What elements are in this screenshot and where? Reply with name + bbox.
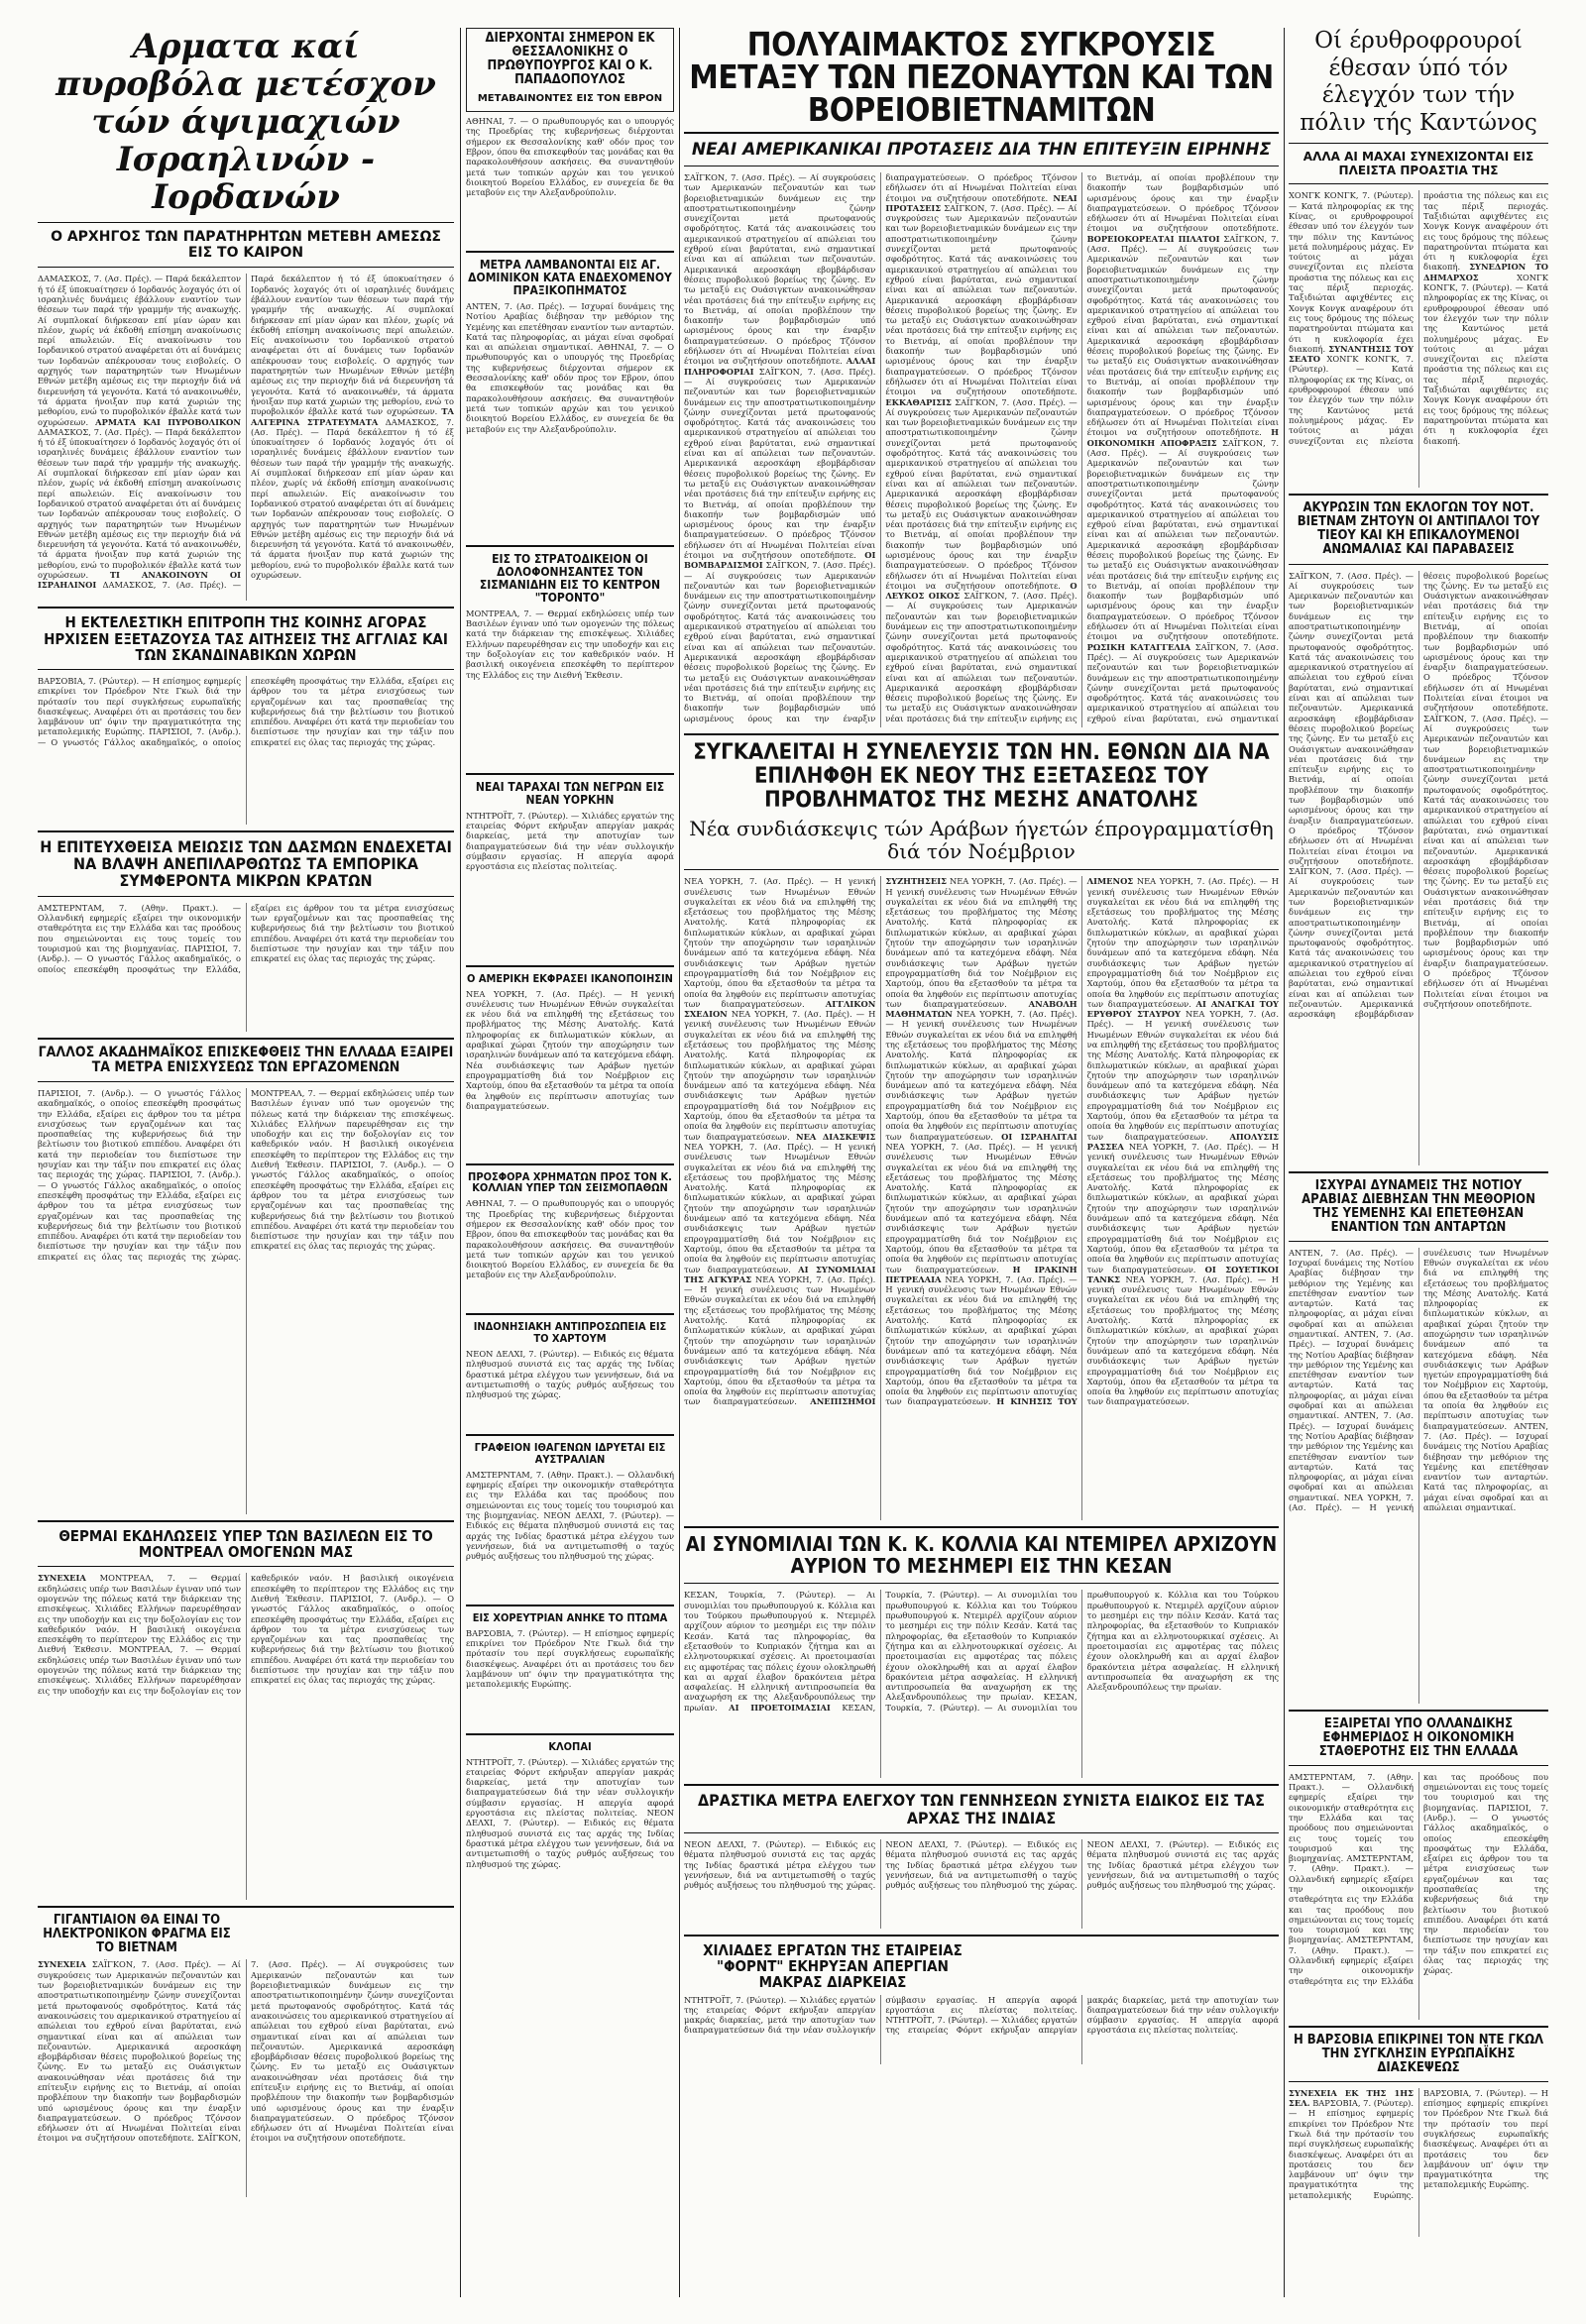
section-heading: ΟΙ ΒΟΜΒΑΡΔΙΣΜΟΙ <box>684 549 876 571</box>
dominican-body: ΑΝΤΕΝ, 7. (Ασ. Πρές). — Ισχυραί δυνάμεις της Νοτίου Αραβίας διέβησαν την μεθόριον της Υεμένης και επετέθησαν εναντίον των ανταρτών. Κατά τας πληροφορίας, αι μάχαι είναι σφοδραί και αι απώλειαι σημαντικαί. ΑΘΗΝΑΙ, 7. — Ο πρωθυπουργός και ο υπουργός της Προεδρίας της κυβερνήσεως διέρχονται σήμερον εκ Θεσσαλονίκης καθ' οδόν προς τον Εβρον, όπου θα επισκεφθούν τας μονάδας και θα παρακολουθήσουν ασκήσεις. Θα συναντηθούν μετά των τοπικών αρχών και του γενικού διοικητού Βορείου Ελλάδος, εν συνεχεία δε θα μεταβούν εις την Αλεξανδρούπολιν. <box>466 300 674 434</box>
section-heading: Η ΚΙΝΗΣΙΣ ΤΟΥ ΛΙΜΕΝΟΣ <box>996 876 1134 1407</box>
section-heading: ΣΥΝΑΝΤΗΣΙΣ ΤΟΥ ΣΕΑΤΟ <box>1289 343 1414 365</box>
klopai-body: ΝΤΗΤΡΟΪΤ, 7. (Ρώυτερ). — Χιλιάδες εργατών της εταιρείας Φόρντ εκήρυξαν απεργίαν μακράς διαρκείας, μετά την αποτυχίαν των διαπραγματεύσεων διά την νέαν συλλογικήν σύμβασιν εργασίας. Η απεργία αφορά εργοστάσια εις πλείστας πολιτείας. ΝΕΟΝ ΔΕΛΧΙ, 7. (Ρώυτερ). — Ειδικός εις θέματα πληθυσμού συνιστά εις τας αρχάς της Ινδίας δραστικά μέτρα ελέγχου των γεννήσεων, διά να αντιμετωπισθή ο ταχύς ρυθμός αυξήσεως του πληθυσμού της χώρας. <box>466 1756 674 1869</box>
tanks-subhead: Ο ΑΡΧΗΓΟΣ ΤΩΝ ΠΑΡΑΤΗΡΗΤΩΝ ΜΕΤΕΒΗ ΑΜΕΣΩΣ ΕΙΣ ΤΟ ΚΑΙΡΟΝ <box>51 229 441 262</box>
french-academic-headline: ΓΑΛΛΟΣ ΑΚΑΔΗΜΑΪΚΟΣ ΕΠΙΣΚΕΦΘΕΙΣ ΤΗΝ ΕΛΛΑΔΑ ΕΞΑΙΡΕΙ ΤΑ ΜΕΤΡΑ ΕΝΙΣΧΥΣΕΩΣ ΤΩΝ ΕΡΓΑΖΟΜΕΝΩΝ <box>38 1044 454 1075</box>
main-subhead: ΝΕΑΙ ΑΜΕΡΙΚΑΝΙΚΑΙ ΠΡΟΤΑΣΕΙΣ ΔΙΑ ΤΗΝ ΕΠΙΤΕΥΞΙΝ ΕΙΡΗΝΗΣ <box>691 140 1272 160</box>
indonesia-headline: ΙΝΔΟΝΗΣΙΑΚΗ ΑΝΤΙΠΡΟΣΩΠΕΙΑ ΕΙΣ ΤΟ ΧΑΡΤΟΥΜ <box>473 1320 667 1346</box>
section-heading: ΟΙ ΙΣΡΑΗΛΙΤΑΙ <box>1001 1131 1077 1142</box>
section-heading: ΑΙ ΠΡΟΕΤΟΙΜΑΣΙΑΙ <box>729 1702 831 1713</box>
indonesia-body: ΝΕΟΝ ΔΕΛΧΙ, 7. (Ρώυτερ). — Ειδικός εις θέματα πληθυσμού συνιστά εις τας αρχάς της Ινδίας δραστικά μέτρα ελέγχου των γεννήσεων, διά να αντιμετωπισθή ο ταχύς ρυθμός αυξήσεως του πληθυσμού της χώρας. <box>466 1349 674 1400</box>
montreal-body: ΣΥΝΕΧΕΙΑ ΜΟΝΤΡΕΑΛ, 7. — Θερμαί εκδηλώσεις υπέρ των Βασιλέων έγιναν υπό των ομογενών της πόλεως κατά την διάρκειαν της επισκέψεως. Χιλιάδες Ελλήνων παρευρέθησαν εις την υποδοχήν και εις την δοξολογίαν εις τον καθεδρικόν ναόν. Η βασιλική οικογένεια επεσκέφθη το περίπτερον της Ελλάδος εις την Διεθνή Έκθεσιν. ΜΟΝΤΡΕΑΛ, 7. — Θερμαί εκδηλώσεις υπέρ των Βασιλέων έγιναν υπό των ομογενών της πόλεως κατά την διάρκειαν της επισκέψεως. Χιλιάδες Ελλήνων παρευρέθησαν εις την υποδοχήν και εις την δοξολογίαν εις τον καθεδρικόν ναόν. Η βασιλική οικογένεια επεσκέφθη το περίπτερον της Ελλάδος εις την Διεθνή Έκθεσιν. ΠΑΡΙΣΙΟΙ, 7. (Ανδρ.). — Ο γνωστός Γάλλος ακαδημαϊκός, ο οποίος επεσκέφθη προσφάτως την Ελλάδα, εξαίρει εις άρθρον του τα μέτρα ενισχύσεως των εργαζομένων και τας προσπαθείας της κυβερνήσεως διά την βελτίωσιν του βιοτικού επιπέδου. Αναφέρει ότι κατά την περιοδείαν του διεπίστωσε την ησυχίαν και την τάξιν που επικρατεί εις όλας τας περιοχάς της χώρας. <box>38 1573 454 1696</box>
toronto-body: ΜΟΝΤΡΕΑΛ, 7. — Θερμαί εκδηλώσεις υπέρ των Βασιλέων έγιναν υπό των ομογενών της πόλεως κατά την διάρκειαν της επισκέψεως. Χιλιάδες Ελλήνων παρευρέθησαν εις την υποδοχήν και εις την δοξολογίαν εις τον καθεδρικόν ναόν. Η βασιλική οικογένεια επεσκέφθη το περίπτερον της Ελλάδος εις την Διεθνή Έκθεσιν. <box>466 608 674 680</box>
thessaloniki-sub: ΜΕΤΑΒΑΙΝΟΝΤΕΣ ΕΙΣ ΤΟΝ ΕΒΡΟΝ <box>477 93 663 105</box>
vietnam-barrier-headline: ΓΙΓΑΝΤΙΑΙΟΝ ΘΑ ΕΙΝΑΙ ΤΟ ΗΛΕΚΤΡΟΝΙΚΟΝ ΦΡΑΓΜΑ ΕΙΣ ΤΟ ΒΙΕΤΝΑΜ <box>43 1913 231 1956</box>
section-heading: ΑΙ ΣΥΝΟΜΙΛΙΑΙ ΤΗΣ ΑΓΚΥΡΑΣ <box>684 1264 876 1284</box>
tariffs-body: ΑΜΣΤΕΡΝΤΑΜ, 7. (Αθην. Πρακτ.). — Ολλανδική εφημερίς εξαίρει την οικονομικήν σταθερότητα εις την Ελλάδα και τας προόδους που σημειώνονται εις τους τομείς του τουρισμού και της βιομηχανίας. ΠΑΡΙΣΙΟΙ, 7. (Ανδρ.). — Ο γνωστός Γάλλος ακαδημαϊκός, ο οποίος επεσκέφθη προσφάτως την Ελλάδα, εξαίρει εις άρθρον του τα μέτρα ενισχύσεως των εργαζομένων και τας προσπαθείας της κυβερνήσεως διά την βελτίωσιν του βιοτικού επιπέδου. Αναφέρει ότι κατά την περιοδείαν του διεπίστωσε την ησυχίαν και την τάξιν που επικρατεί εις όλας τας περιοχάς της χώρας. <box>38 902 454 974</box>
newspaper-page <box>38 25 1548 2297</box>
section-heading: ΤΙ ΑΝΑΚΟΙΝΟΥΝ ΟΙ ΙΣΡΑΗΛΙΝΟΙ <box>38 570 241 591</box>
tariffs-headline: Η ΕΠΙΤΕΥΧΘΕΙΣΑ ΜΕΙΩΣΙΣ ΤΩΝ ΔΑΣΜΩΝ ΕΝΔΕΧΕΤΑΙ ΝΑ ΒΛΑΨΗ ΑΝΕΠΙΛΑΡΘΩΤΩΣ ΤΑ ΕΜΠΟΡΙΚΑ ΣΥΜΦΕΡΟΝΤΑ ΜΙΚΡΩΝ ΚΡΑΤΩΝ <box>40 836 452 891</box>
warsaw-headline: Η ΒΑΡΣΟΒΙΑ ΕΠΙΚΡΙΝΕΙ ΤΟΝ ΝΤΕ ΓΚΩΛ ΤΗΝ ΣΥΓΚΛΗΣΙΝ ΕΥΡΩΠΑΪΚΗΣ ΔΙΑΣΚΕΨΕΩΣ <box>1293 2032 1544 2075</box>
canton-subhead: ΑΛΛΑ ΑΙ ΜΑΧΑΙ ΣΥΝΕΧΙΖΟΝΤΑΙ ΕΙΣ ΠΛΕΙΣΤΑ ΠΡΟΑΣΤΙΑ ΤΗΣ <box>1303 150 1534 178</box>
choreftrian-headline: ΕΙΣ ΧΟΡΕΥΤΡΙΑΝ ΑΝΗΚΕ ΤΟ ΠΤΩΜΑ <box>472 1610 668 1624</box>
section-heading: ΑΛΛΑΙ ΠΛΗΡΟΦΟΡΙΑΙ <box>684 356 876 377</box>
ford-headline: ΧΙΛΙΑΔΕΣ ΕΡΓΑΤΩΝ ΤΗΣ ΕΤΑΙΡΕΙΑΣ "ΦΟΡΝΤ" ΕΚΗΡΥΞΑΝ ΑΠΕΡΓΙΑΝ ΜΑΚΡΑΣ ΔΙΑΡΚΕΙΑΣ <box>703 1940 963 1992</box>
warsaw-body: ΣΥΝΕΧΕΙΑ ΕΚ ΤΗΣ 1ΗΣ ΣΕΛ. ΒΑΡΣΟΒΙΑ, 7. (Ρώυτερ). — Η επίσημος εφημερίς επικρίνει τον Πρόεδρον Ντε Γκωλ διά την πρότασίν του περί συγκλήσεως ευρωπαϊκής διασκέψεως. Αναφέρει ότι αι προτάσεις του δεν λαμβάνουν υπ' όψιν την πραγματικότητα της μεταπολεμικής Ευρώπης. ΒΑΡΣΟΒΙΑ, 7. (Ρώυτερ). — Η επίσημος εφημερίς επικρίνει τον Πρόεδρον Ντε Γκωλ διά την πρότασίν του περί συγκλήσεως ευρωπαϊκής διασκέψεως. Αναφέρει ότι αι προτάσεις του δεν λαμβάνουν υπ' όψιν την πραγματικότητα της μεταπολεμικής Ευρώπης. <box>1289 2087 1548 2200</box>
un-subhead: Νέα συνδιάσκεψις τών Αράβων ήγετών έπρογραμματίσθη διά τόν Νοέμβριον <box>689 817 1274 864</box>
section-heading: ΡΩΣΙΚΗ ΚΑΤΑΓΓΕΛΙΑ <box>1086 641 1191 652</box>
canton-body: ΧΟΝΓΚ ΚΟΝΓΚ, 7. (Ρώυτερ). — Κατά πληροφορίας εκ της Κίνας, οι ερυθροφρουροί έθεσαν υπό τον έλεγχόν των την πόλιν της Καντώνος μετά πολυημέρους μάχας. Εν τούτοις αι μάχαι συνεχίζονται εις πλείστα προάστια της πόλεως και εις τας πέριξ περιοχάς. Ταξιδιώται αφιχθέντες εις Χονγκ Κονγκ αναφέρουν ότι εις τους δρόμους της πόλεως παρατηρούνται πτώματα και ότι η κυκλοφορία έχει διακοπή. ΣΥΝΑΝΤΗΣΙΣ ΤΟΥ ΣΕΑΤΟ ΧΟΝΓΚ ΚΟΝΓΚ, 7. (Ρώυτερ). — Κατά πληροφορίας εκ της Κίνας, οι ερυθροφρουροί έθεσαν υπό τον έλεγχόν των την πόλιν της Καντώνος μετά πολυημέρους μάχας. Εν τούτοις αι μάχαι συνεχίζονται εις πλείστα προάστια της πόλεως και εις τας πέριξ περιοχάς. Ταξιδιώται αφιχθέντες εις Χονγκ Κονγκ αναφέρουν ότι εις τους δρόμους της πόλεως παρατηρούνται πτώματα και ότι η κυκλοφορία έχει διακοπή. ΣΥΝΕΔΡΙΟΝ ΤΟ ΔΗΜΑΡΧΟΣ ΧΟΝΓΚ ΚΟΝΓΚ, 7. (Ρώυτερ). — Κατά πληροφορίας εκ της Κίνας, οι ερυθροφρουροί έθεσαν υπό τον έλεγχόν των την πόλιν της Καντώνος μετά πολυημέρους μάχας. Εν τούτοις αι μάχαι συνεχίζονται εις πλείστα προάστια της πόλεως και εις τας πέριξ περιοχάς. Ταξιδιώται αφιχθέντες εις Χονγκ Κονγκ αναφέρουν ότι εις τους δρόμους της πόλεως παρατηρούνται πτώματα και ότι η κυκλοφορία έχει διακοπή. <box>1289 190 1548 446</box>
section-heading: ΟΙ ΣΟΥΕΤΙΚΟΙ ΤΑΝΚΣ <box>1086 1264 1279 1284</box>
column-rule <box>460 28 461 2297</box>
column-right <box>1289 28 1548 2237</box>
choreftrian-body: ΒΑΡΣΟΒΙΑ, 7. (Ρώυτερ). — Η επίσημος εφημερίς επικρίνει τον Πρόεδρον Ντε Γκωλ διά την πρότασίν του περί συγκλήσεως ευρωπαϊκής διασκέψεως. Αναφέρει ότι αι προτάσεις του δεν λαμβάνουν υπ' όψιν την πραγματικότητα της μεταπολεμικής Ευρώπης. <box>466 1627 674 1690</box>
main-headline: ΠΟΛΥΑΙΜΑΚΤΟΣ ΣΥΓΚΡΟΥΣΙΣ ΜΕΤΑΞΥ ΤΩΝ ΠΕΖΟΝΑΥΤΩΝ ΚΑΙ ΤΩΝ ΒΟΡΕΙΟΒΙΕΤΝΑΜΙΤΩΝ <box>689 25 1274 129</box>
tanks-headline: Αρματα καί πυροβόλα μετέσχον τών άψιμαχιών Ισραηλινών - Ιορδανών <box>56 27 436 218</box>
section-heading: ΑΙ ΑΝΑΓΚΑΙ ΤΟΥ ΕΡΥΘΡΟΥ ΣΤΑΥΡΟΥ <box>1086 998 1279 1020</box>
french-academic-body: ΠΑΡΙΣΙΟΙ, 7. (Ανδρ.). — Ο γνωστός Γάλλος ακαδημαϊκός, ο οποίος επεσκέφθη προσφάτως την Ελλάδα, εξαίρει εις άρθρον του τα μέτρα ενισχύσεως των εργαζομένων και τας προσπαθείας της κυβερνήσεως διά την βελτίωσιν του βιοτικού επιπέδου. Αναφέρει ότι κατά την περιοδείαν του διεπίστωσε την ησυχίαν και την τάξιν που επικρατεί εις όλας τας περιοχάς της χώρας. ΠΑΡΙΣΙΟΙ, 7. (Ανδρ.). — Ο γνωστός Γάλλος ακαδημαϊκός, ο οποίος επεσκέφθη προσφάτως την Ελλάδα, εξαίρει εις άρθρον του τα μέτρα ενισχύσεως των εργαζομένων και τας προσπαθείας της κυβερνήσεως διά την βελτίωσιν του βιοτικού επιπέδου. Αναφέρει ότι κατά την περιοδείαν του διεπίστωσε την ησυχίαν και την τάξιν που επικρατεί εις όλας τας περιοχάς της χώρας. ΜΟΝΤΡΕΑΛ, 7. — Θερμαί εκδηλώσεις υπέρ των Βασιλέων έγιναν υπό των ομογενών της πόλεως κατά την διάρκειαν της επισκέψεως. Χιλιάδες Ελλήνων παρευρέθησαν εις την υποδοχήν και εις την δοξολογίαν εις τον καθεδρικόν ναόν. Η βασιλική οικογένεια επεσκέφθη το περίπτερον της Ελλάδος εις την Διεθνή Έκθεσιν. ΠΑΡΙΣΙΟΙ, 7. (Ανδρ.). — Ο γνωστός Γάλλος ακαδημαϊκός, ο οποίος επεσκέφθη προσφάτως την Ελλάδα, εξαίρει εις άρθρον του τα μέτρα ενισχύσεως των εργαζομένων και τας προσπαθείας της κυβερνήσεως διά την βελτίωσιν του βιοτικού επιπέδου. Αναφέρει ότι κατά την περιοδείαν του διεπίστωσε την ησυχίαν και την τάξιν που επικρατεί εις όλας τας περιοχάς της χώρας. <box>38 1087 454 1262</box>
vietnam-elections-headline: ΑΚΥΡΩΣΙΝ ΤΩΝ ΕΚΛΟΓΩΝ ΤΟΥ ΝΟΤ. ΒΙΕΤΝΑΜ ΖΗΤΟΥΝ ΟΙ ΑΝΤΙΠΑΛΟΙ ΤΟΥ ΤΙΕΟΥ ΚΑΙ ΚΗ ΕΠΙΚΑΛΟΥΜΕΝΟΙ ΑΝΩΜΑΛΙΑΣ ΚΑΙ ΠΑΡΑΒΑΣΕΙΣ <box>1297 500 1540 558</box>
dutch-body: ΑΜΣΤΕΡΝΤΑΜ, 7. (Αθην. Πρακτ.). — Ολλανδική εφημερίς εξαίρει την οικονομικήν σταθερότητα εις την Ελλάδα και τας προόδους που σημειώνονται εις τους τομείς του τουρισμού και της βιομηχανίας. ΑΜΣΤΕΡΝΤΑΜ, 7. (Αθην. Πρακτ.). — Ολλανδική εφημερίς εξαίρει την οικονομικήν σταθερότητα εις την Ελλάδα και τας προόδους που σημειώνονται εις τους τομείς του τουρισμού και της βιομηχανίας. ΑΜΣΤΕΡΝΤΑΜ, 7. (Αθην. Πρακτ.). — Ολλανδική εφημερίς εξαίρει την οικονομικήν σταθερότητα εις την Ελλάδα και τας προόδους που σημειώνονται εις τους τομείς του τουρισμού και της βιομηχανίας. ΠΑΡΙΣΙΟΙ, 7. (Ανδρ.). — Ο γνωστός Γάλλος ακαδημαϊκός, ο οποίος επεσκέφθη προσφάτως την Ελλάδα, εξαίρει εις άρθρον του τα μέτρα ενισχύσεως των εργαζομένων και τας προσπαθείας της κυβερνήσεως διά την βελτίωσιν του βιοτικού επιπέδου. Αναφέρει ότι κατά την περιοδείαν του διεπίστωσε την ησυχίαν και την τάξιν που επικρατεί εις όλας τας περιοχάς της χώρας. <box>1289 1771 1548 1986</box>
main-body: ΣΑΪΓΚΟΝ, 7. (Ασσ. Πρές). — Αί συγκρούσεις των Αμερικανών πεζοναυτών και των βορειοβιετναμικών δυνάμεων εις την αποστρατιωτικοποιημένην ζώνην συνεχίζονται μετά πρωτοφανούς σφοδρότητος. Κατά τάς ανακοινώσεις του αμερικανικού στρατηγείου αί απώλειαι του εχθρού είναι βαρύταται, ενώ σημαντικαί είναι και αί απώλειαι των πεζοναυτών. Αμερικανικά αεροσκάφη εβομβάρδισαν θέσεις πυροβολικού βορείως της ζώνης. Εν τω μεταξύ εις Ουάσιγκτων ανακοινώθησαν νέαι προτάσεις διά την επίτευξιν ειρήνης εις το Βιετνάμ, αί οποίαι προβλέπουν την διακοπήν των βομβαρδισμών υπό ωρισμένους όρους και την έναρξιν διαπραγματεύσεων. Ο πρόεδρος Τζόνσον εδήλωσεν ότι αί Ηνωμέναι Πολιτείαι είναι έτοιμοι να συζητήσουν οποτεδήποτε. ΑΛΛΑΙ ΠΛΗΡΟΦΟΡΙΑΙ ΣΑΪΓΚΟΝ, 7. (Ασσ. Πρές). — Αί συγκρούσεις των Αμερικανών πεζοναυτών και των βορειοβιετναμικών δυνάμεων εις την αποστρατιωτικοποιημένην ζώνην συνεχίζονται μετά πρωτοφανούς σφοδρότητος. Κατά τάς ανακοινώσεις του αμερικανικού στρατηγείου αί απώλειαι του εχθρού είναι βαρύταται, ενώ σημαντικαί είναι και αί απώλειαι των πεζοναυτών. Αμερικανικά αεροσκάφη εβομβάρδισαν θέσεις πυροβολικού βορείως της ζώνης. Εν τω μεταξύ εις Ουάσιγκτων ανακοινώθησαν νέαι προτάσεις διά την επίτευξιν ειρήνης εις το Βιετνάμ, αί οποίαι προβλέπουν την διακοπήν των βομβαρδισμών υπό ωρισμένους όρους και την έναρξιν διαπραγματεύσεων. Ο πρόεδρος Τζόνσον εδήλωσεν ότι αί Ηνωμέναι Πολιτείαι είναι έτοιμοι να συζητήσουν οποτεδήποτε. ΟΙ ΒΟΜΒΑΡΔΙΣΜΟΙ ΣΑΪΓΚΟΝ, 7. (Ασσ. Πρές). — Αί συγκρούσεις των Αμερικανών πεζοναυτών και των βορειοβιετναμικών δυνάμεων εις την αποστρατιωτικοποιημένην ζώνην συνεχίζονται μετά πρωτοφανούς σφοδρότητος. Κατά τάς ανακοινώσεις του αμερικανικού στρατηγείου αί απώλειαι του εχθρού είναι βαρύταται, ενώ σημαντικαί είναι και αί απώλειαι των πεζοναυτών. Αμερικανικά αεροσκάφη εβομβάρδισαν θέσεις πυροβολικού βορείως της ζώνης. Εν τω μεταξύ εις Ουάσιγκτων ανακοινώθησαν νέαι προτάσεις διά την επίτευξιν ειρήνης εις το Βιετνάμ, αί οποίαι προβλέπουν την διακοπήν των βομβαρδισμών υπό ωρισμένους όρους και την έναρξιν διαπραγματεύσεων. Ο πρόεδρος Τζόνσον εδήλωσεν ότι αί Ηνωμέναι Πολιτείαι είναι έτοιμοι να συζητήσουν οποτεδήποτε. ΝΕΑΙ ΠΡΟΤΑΣΕΙΣ ΣΑΪΓΚΟΝ, 7. (Ασσ. Πρές). — Αί συγκρούσεις των Αμερικανών πεζοναυτών και των βορειοβιετναμικών δυνάμεων εις την αποστρατιωτικοποιημένην ζώνην συνεχίζονται μετά πρωτοφανούς σφοδρότητος. Κατά τάς ανακοινώσεις του αμερικανικού στρατηγείου αί απώλειαι του εχθρού είναι βαρύταται, ενώ σημαντικαί είναι και αί απώλειαι των πεζοναυτών. Αμερικανικά αεροσκάφη εβομβάρδισαν θέσεις πυροβολικού βορείως της ζώνης. Εν τω μεταξύ εις Ουάσιγκτων ανακοινώθησαν νέαι προτάσεις διά την επίτευξιν ειρήνης εις το Βιετνάμ, αί οποίαι προβλέπουν την διακοπήν των βομβαρδισμών υπό ωρισμένους όρους και την έναρξιν διαπραγματεύσεων. Ο πρόεδρος Τζόνσον εδήλωσεν ότι αί Ηνωμέναι Πολιτείαι είναι έτοιμοι να συζητήσουν οποτεδήποτε. ΕΚΚΑΘΑΡΙΣΙΣ ΣΑΪΓΚΟΝ, 7. (Ασσ. Πρές). — Αί συγκρούσεις των Αμερικανών πεζοναυτών και των βορειοβιετναμικών δυνάμεων εις την αποστρατιωτικοποιημένην ζώνην συνεχίζονται μετά πρωτοφανούς σφοδρότητος. Κατά τάς ανακοινώσεις του αμερικανικού στρατηγείου αί απώλειαι του εχθρού είναι βαρύταται, ενώ σημαντικαί είναι και αί απώλειαι των πεζοναυτών. Αμερικανικά αεροσκάφη εβομβάρδισαν θέσεις πυροβολικού βορείως της ζώνης. Εν τω μεταξύ εις Ουάσιγκτων ανακοινώθησαν νέαι προτάσεις διά την επίτευξιν ειρήνης εις το Βιετνάμ, αί οποίαι προβλέπουν την διακοπήν των βομβαρδισμών υπό ωρισμένους όρους και την έναρξιν διαπραγματεύσεων. Ο πρόεδρος Τζόνσον εδήλωσεν ότι αί Ηνωμέναι Πολιτείαι είναι έτοιμοι να συζητήσουν οποτεδήποτε. Ο ΛΕΥΚΟΣ ΟΙΚΟΣ ΣΑΪΓΚΟΝ, 7. (Ασσ. Πρές). — Αί συγκρούσεις των Αμερικανών πεζοναυτών και των βορειοβιετναμικών δυνάμεων εις την αποστρατιωτικοποιημένην ζώνην συνεχίζονται μετά πρωτοφανούς σφοδρότητος. Κατά τάς ανακοινώσεις του αμερικανικού στρατηγείου αί απώλειαι του εχθρού είναι βαρύταται, ενώ σημαντικαί είναι και αί απώλειαι των πεζοναυτών. Αμερικανικά αεροσκάφη εβομβάρδισαν θέσεις πυροβολικού βορείως της ζώνης. Εν τω μεταξύ εις Ουάσιγκτων ανακοινώθησαν νέαι προτάσεις διά την επίτευξιν ειρήνης εις το Βιετνάμ, αί οποίαι προβλέπουν την διακοπήν των βομβαρδισμών υπό ωρισμένους όρους και την έναρξιν διαπραγματεύσεων. Ο πρόεδρος Τζόνσον εδήλωσεν ότι αί Ηνωμέναι Πολιτείαι είναι έτοιμοι να συζητήσουν οποτεδήποτε. ΒΟΡΕΙΟΚΟΡΕΑΤΑΙ ΠΙΛΑΤΟΙ ΣΑΪΓΚΟΝ, 7. (Ασσ. Πρές). — Αί συγκρούσεις των Αμερικανών πεζοναυτών και των βορειοβιετναμικών δυνάμεων εις την αποστρατιωτικοποιημένην ζώνην συνεχίζονται μετά πρωτοφανούς σφοδρότητος. Κατά τάς ανακοινώσεις του αμερικανικού στρατηγείου αί απώλειαι του εχθρού είναι βαρύταται, ενώ σημαντικαί είναι και αί απώλειαι των πεζοναυτών. Αμερικανικά αεροσκάφη εβομβάρδισαν θέσεις πυροβολικού βορείως της ζώνης. Εν τω μεταξύ εις Ουάσιγκτων ανακοινώθησαν νέαι προτάσεις διά την επίτευξιν ειρήνης εις το Βιετνάμ, αί οποίαι προβλέπουν την διακοπήν των βομβαρδισμών υπό ωρισμένους όρους και την έναρξιν διαπραγματεύσεων. Ο πρόεδρος Τζόνσον εδήλωσεν ότι αί Ηνωμέναι Πολιτείαι είναι έτοιμοι να συζητήσουν οποτεδήποτε. Η ΟΙΚΟΝΟΜΙΚΗ ΑΠΟΦΡΑΞΙΣ ΣΑΪΓΚΟΝ, 7. (Ασσ. Πρές). — Αί συγκρούσεις των Αμερικανών πεζοναυτών και των βορειοβιετναμικών δυνάμεων εις την αποστρατιωτικοποιημένην ζώνην συνεχίζονται μετά πρωτοφανούς σφοδρότητος. Κατά τάς ανακοινώσεις του αμερικανικού στρατηγείου αί απώλειαι του εχθρού είναι βαρύταται, ενώ σημαντικαί είναι και αί απώλειαι των πεζοναυτών. Αμερικανικά αεροσκάφη εβομβάρδισαν θέσεις πυροβολικού βορείως της ζώνης. Εν τω μεταξύ εις Ουάσιγκτων ανακοινώθησαν νέαι προτάσεις διά την επίτευξιν ειρήνης εις το Βιετνάμ, αί οποίαι προβλέπουν την διακοπήν των βομβαρδισμών υπό ωρισμένους όρους και την έναρξιν διαπραγματεύσεων. Ο πρόεδρος Τζόνσον εδήλωσεν ότι αί Ηνωμέναι Πολιτείαι είναι έτοιμοι να συζητήσουν οποτεδήποτε. ΡΩΣΙΚΗ ΚΑΤΑΓΓΕΛΙΑ ΣΑΪΓΚΟΝ, 7. (Ασσ. Πρές). — Αί συγκρούσεις των Αμερικανών πεζοναυτών και των βορειοβιετναμικών δυνάμεων εις την αποστρατιωτικοποιημένην ζώνην συνεχίζονται μετά πρωτοφανούς σφοδρότητος. Κατά τάς ανακοινώσεις του αμερικανικού στρατηγείου αί απώλειαι του εχθρού είναι βαρύταται, ενώ σημαντικαί <box>684 172 1279 723</box>
section-heading: Η ΙΡΑΚΙΝΗ ΠΕΤΡΕΛΑΙΑ <box>885 1264 1077 1284</box>
section-heading: ΑΝΕΠΙΣΗΜΟΙ ΣΥΖΗΤΗΣΕΙΣ <box>810 876 947 1407</box>
section-heading: ΝΕΑΙ ΠΡΟΤΑΣΕΙΣ <box>885 192 1077 213</box>
section-heading: ΑΡΜΑΤΑ ΚΑΙ ΠΥΡΟΒΟΛΙΚΟΝ <box>95 416 241 427</box>
column-narrow <box>466 28 674 1955</box>
eec-body: ΒΑΡΣΟΒΙΑ, 7. (Ρώυτερ). — Η επίσημος εφημερίς επικρίνει τον Πρόεδρον Ντε Γκωλ διά την πρότασίν του περί συγκλήσεως ευρωπαϊκής διασκέψεως. Αναφέρει ότι αι προτάσεις του δεν λαμβάνουν υπ' όψιν την πραγματικότητα της μεταπολεμικής Ευρώπης. ΠΑΡΙΣΙΟΙ, 7. (Ανδρ.). — Ο γνωστός Γάλλος ακαδημαϊκός, ο οποίος επεσκέφθη προσφάτως την Ελλάδα, εξαίρει εις άρθρον του τα μέτρα ενισχύσεως των εργαζομένων και τας προσπαθείας της κυβερνήσεως διά την βελτίωσιν του βιοτικού επιπέδου. Αναφέρει ότι κατά την περιοδείαν του διεπίστωσε την ησυχίαν και την τάξιν που επικρατεί εις όλας τας περιοχάς της χώρας. <box>38 675 454 747</box>
section-heading: ΣΥΝΕΔΡΙΟΝ ΤΟ ΔΗΜΑΡΧΟΣ <box>1423 262 1548 282</box>
kollias-headline: ΑΙ ΣΥΝΟΜΙΛΙΑΙ ΤΩΝ Κ. Κ. ΚΟΛΛΙΑ ΚΑΙ ΝΤΕΜΙΡΕΛ ΑΡΧΙΖΟΥΝ ΑΥΡΙΟΝ ΤΟ ΜΕΣΗΜΕΡΙ ΕΙΣ ΤΗΝ ΚΕΣΑΝ <box>685 1532 1278 1578</box>
un-body: ΝΕΑ ΥΟΡΚΗ, 7. (Ασ. Πρές). — Η γενική συνέλευσις των Ηνωμένων Εθνών συγκαλείται εκ νέου διά να επιληφθή της εξετάσεως του προβλήματος της Μέσης Ανατολής. Κατά πληροφορίας εκ διπλωματικών κύκλων, αι αραβικαί χώραι ζητούν την αποχώρησιν των ισραηλινών δυνάμεων από τα κατεχόμενα εδάφη. Νέα συνδιάσκεψις των Αράβων ηγετών επρογραμματίσθη διά τον Νοέμβριον εις Χαρτούμ, όπου θα εξετασθούν τα μέτρα τα οποία θα ληφθούν εις περίπτωσιν αποτυχίας των διαπραγματεύσεων. ΑΓΓΛΙΚΟΝ ΣΧΕΔΙΟΝ ΝΕΑ ΥΟΡΚΗ, 7. (Ασ. Πρές). — Η γενική συνέλευσις των Ηνωμένων Εθνών συγκαλείται εκ νέου διά να επιληφθή της εξετάσεως του προβλήματος της Μέσης Ανατολής. Κατά πληροφορίας εκ διπλωματικών κύκλων, αι αραβικαί χώραι ζητούν την αποχώρησιν των ισραηλινών δυνάμεων από τα κατεχόμενα εδάφη. Νέα συνδιάσκεψις των Αράβων ηγετών επρογραμματίσθη διά τον Νοέμβριον εις Χαρτούμ, όπου θα εξετασθούν τα μέτρα τα οποία θα ληφθούν εις περίπτωσιν αποτυχίας των διαπραγματεύσεων. ΝΕΑ ΔΙΑΣΚΕΨΙΣ ΝΕΑ ΥΟΡΚΗ, 7. (Ασ. Πρές). — Η γενική συνέλευσις των Ηνωμένων Εθνών συγκαλείται εκ νέου διά να επιληφθή της εξετάσεως του προβλήματος της Μέσης Ανατολής. Κατά πληροφορίας εκ διπλωματικών κύκλων, αι αραβικαί χώραι ζητούν την αποχώρησιν των ισραηλινών δυνάμεων από τα κατεχόμενα εδάφη. Νέα συνδιάσκεψις των Αράβων ηγετών επρογραμματίσθη διά τον Νοέμβριον εις Χαρτούμ, όπου θα εξετασθούν τα μέτρα τα οποία θα ληφθούν εις περίπτωσιν αποτυχίας των διαπραγματεύσεων. ΑΙ ΣΥΝΟΜΙΛΙΑΙ ΤΗΣ ΑΓΚΥΡΑΣ ΝΕΑ ΥΟΡΚΗ, 7. (Ασ. Πρές). — Η γενική συνέλευσις των Ηνωμένων Εθνών συγκαλείται εκ νέου διά να επιληφθή της εξετάσεως του προβλήματος της Μέσης Ανατολής. Κατά πληροφορίας εκ διπλωματικών κύκλων, αι αραβικαί χώραι ζητούν την αποχώρησιν των ισραηλινών δυνάμεων από τα κατεχόμενα εδάφη. Νέα συνδιάσκεψις των Αράβων ηγετών επρογραμματίσθη διά τον Νοέμβριον εις Χαρτούμ, όπου θα εξετασθούν τα μέτρα τα οποία θα ληφθούν εις περίπτωσιν αποτυχίας των διαπραγματεύσεων. ΑΝΕΠΙΣΗΜΟΙ ΣΥΖΗΤΗΣΕΙΣ ΝΕΑ ΥΟΡΚΗ, 7. (Ασ. Πρές). — Η γενική συνέλευσις των Ηνωμένων Εθνών συγκαλείται εκ νέου διά να επιληφθή της εξετάσεως του προβλήματος της Μέσης Ανατολής. Κατά πληροφορίας εκ διπλωματικών κύκλων, αι αραβικαί χώραι ζητούν την αποχώρησιν των ισραηλινών δυνάμεων από τα κατεχόμενα εδάφη. Νέα συνδιάσκεψις των Αράβων ηγετών επρογραμματίσθη διά τον Νοέμβριον εις Χαρτούμ, όπου θα εξετασθούν τα μέτρα τα οποία θα ληφθούν εις περίπτωσιν αποτυχίας των διαπραγματεύσεων. ΑΝΑΒΟΛΗ ΜΑΘΗΜΑΤΩΝ ΝΕΑ ΥΟΡΚΗ, 7. (Ασ. Πρές). — Η γενική συνέλευσις των Ηνωμένων Εθνών συγκαλείται εκ νέου διά να επιληφθή της εξετάσεως του προβλήματος της Μέσης Ανατολής. Κατά πληροφορίας εκ διπλωματικών κύκλων, αι αραβικαί χώραι ζητούν την αποχώρησιν των ισραηλινών δυνάμεων από τα κατεχόμενα εδάφη. Νέα συνδιάσκεψις των Αράβων ηγετών επρογραμματίσθη διά τον Νοέμβριον εις Χαρτούμ, όπου θα εξετασθούν τα μέτρα τα οποία θα ληφθούν εις περίπτωσιν αποτυχίας των διαπραγματεύσεων. ΟΙ ΙΣΡΑΗΛΙΤΑΙ ΝΕΑ ΥΟΡΚΗ, 7. (Ασ. Πρές). — Η γενική συνέλευσις των Ηνωμένων Εθνών συγκαλείται εκ νέου διά να επιληφθή της εξετάσεως του προβλήματος της Μέσης Ανατολής. Κατά πληροφορίας εκ διπλωματικών κύκλων, αι αραβικαί χώραι ζητούν την αποχώρησιν των ισραηλινών δυνάμεων από τα κατεχόμενα εδάφη. Νέα συνδιάσκεψις των Αράβων ηγετών επρογραμματίσθη διά τον Νοέμβριον εις Χαρτούμ, όπου θα εξετασθούν τα μέτρα τα οποία θα ληφθούν εις περίπτωσιν αποτυχίας των διαπραγματεύσεων. Η ΙΡΑΚΙΝΗ ΠΕΤΡΕΛΑΙΑ ΝΕΑ ΥΟΡΚΗ, 7. (Ασ. Πρές). — Η γενική συνέλευσις των Ηνωμένων Εθνών συγκαλείται εκ νέου διά να επιληφθή της εξετάσεως του προβλήματος της Μέσης Ανατολής. Κατά πληροφορίας εκ διπλωματικών κύκλων, αι αραβικαί χώραι ζητούν την αποχώρησιν των ισραηλινών δυνάμεων από τα κατεχόμενα εδάφη. Νέα συνδιάσκεψις των Αράβων ηγετών επρογραμματίσθη διά τον Νοέμβριον εις Χαρτούμ, όπου θα εξετασθούν τα μέτρα τα οποία θα ληφθούν εις περίπτωσιν αποτυχίας των διαπραγματεύσεων. Η ΚΙΝΗΣΙΣ ΤΟΥ ΛΙΜΕΝΟΣ ΝΕΑ ΥΟΡΚΗ, 7. (Ασ. Πρές). — Η γενική συνέλευσις των Ηνωμένων Εθνών συγκαλείται εκ νέου διά να επιληφθή της εξετάσεως του προβλήματος της Μέσης Ανατολής. Κατά πληροφορίας εκ διπλωματικών κύκλων, αι αραβικαί χώραι ζητούν την αποχώρησιν των ισραηλινών δυνάμεων από τα κατεχόμενα εδάφη. Νέα συνδιάσκεψις των Αράβων ηγετών επρογραμματίσθη διά τον Νοέμβριον εις Χαρτούμ, όπου θα εξετασθούν τα μέτρα τα οποία θα ληφθούν εις περίπτωσιν αποτυχίας των διαπραγματεύσεων. ΑΙ ΑΝΑΓΚΑΙ ΤΟΥ ΕΡΥΘΡΟΥ ΣΤΑΥΡΟΥ ΝΕΑ ΥΟΡΚΗ, 7. (Ασ. Πρές). — Η γενική συνέλευσις των Ηνωμένων Εθνών συγκαλείται εκ νέου διά να επιληφθή της εξετάσεως του προβλήματος της Μέσης Ανατολής. Κατά πληροφορίας εκ διπλωματικών κύκλων, αι αραβικαί χώραι ζητούν την αποχώρησιν των ισραηλινών δυνάμεων από τα κατεχόμενα εδάφη. Νέα συνδιάσκεψις των Αράβων ηγετών επρογραμματίσθη διά τον Νοέμβριον εις Χαρτούμ, όπου θα εξετασθούν τα μέτρα τα οποία θα ληφθούν εις περίπτωσιν αποτυχίας των διαπραγματεύσεων. ΑΠΟΛΥΣΙΣ ΡΑΣΣΕΑ ΝΕΑ ΥΟΡΚΗ, 7. (Ασ. Πρές). — Η γενική συνέλευσις των Ηνωμένων Εθνών συγκαλείται εκ νέου διά να επιληφθή της εξετάσεως του προβλήματος της Μέσης Ανατολής. Κατά πληροφορίας εκ διπλωματικών κύκλων, αι αραβικαί χώραι ζητούν την αποχώρησιν των ισραηλινών δυνάμεων από τα κατεχόμενα εδάφη. Νέα συνδιάσκεψις των Αράβων ηγετών επρογραμματίσθη διά τον Νοέμβριον εις Χαρτούμ, όπου θα εξετασθούν τα μέτρα τα οποία θα ληφθούν εις περίπτωσιν αποτυχίας των διαπραγματεύσεων. ΟΙ ΣΟΥΕΤΙΚΟΙ ΤΑΝΚΣ ΝΕΑ ΥΟΡΚΗ, 7. (Ασ. Πρές). — Η γενική συνέλευσις των Ηνωμένων Εθνών συγκαλείται εκ νέου διά να επιληφθή της εξετάσεως του προβλήματος της Μέσης Ανατολής. Κατά πληροφορίας εκ διπλωματικών κύκλων, αι αραβικαί χώραι ζητούν την αποχώρησιν των ισραηλινών δυνάμεων από τα κατεχόμενα εδάφη. Νέα συνδιάσκεψις των Αράβων ηγετών επρογραμματίσθη διά τον Νοέμβριον εις Χαρτούμ, όπου θα εξετασθούν τα μέτρα τα οποία θα ληφθούν εις περίπτωσιν αποτυχίας των διαπραγματεύσεων. <box>684 876 1279 1407</box>
thessaloniki-body: ΑΘΗΝΑΙ, 7. — Ο πρωθυπουργός και ο υπουργός της Προεδρίας της κυβερνήσεως διέρχονται σήμερον εκ Θεσσαλονίκης καθ' οδόν προς τον Εβρον, όπου θα επισκεφθούν τας μονάδας και θα παρακολουθήσουν ασκήσεις. Θα συναντηθούν μετά των τοπικών αρχών και του γενικού διοικητού Βορείου Ελλάδος, εν συνεχεία δε θα μεταβούν εις την Αλεξανδρούπολιν. <box>466 116 674 198</box>
toronto-headline: ΕΙΣ ΤΟ ΣΤΡΑΤΟΔΙΚΕΙΟΝ ΟΙ ΔΟΛΟΦΟΝΗΣΑΝΤΕΣ ΤΟΝ ΣΙΣΜΑΝΙΔΗΝ ΕΙΣ ΤΟ ΚΕΝΤΡΟΝ "ΤΟΡΟΝΤΟ" <box>479 551 661 605</box>
tanks-body: ΔΑΜΑΣΚΟΣ, 7. (Ασ. Πρές). — Παρά δεκάλεπτον ή τό έξ ύποκυαίτησεν ό Ιορδανός λοχαγός ότι οί ισραηλινές δυνάμεις έβάλλουν εναντίον των θέσεων των παρά τήν γραμμήν τής ανακωχής. Αί συμπλοκαί διήρκεσαν επί μίαν ώραν και πλέον, χωρίς νά έκδοθή επίσημη ανακοίνωσις περί απωλειών. Είς ανακοίνωσιν του Ιορδανικού στρατού αναφέρεται ότι αί δυνάμεις των Ιορδανών απέκρουσαν τους εισβολείς. Ο αρχηγός των παρατηρητών των Ηνωμένων Εθνών μετέβη αμέσως εις την περιοχήν διά νά διερευνήση τά γεγονότα. Κατά τό ανακοινωθέν, τά άρματα ήνοιξαν πυρ κατά χωριών της μεθορίου, ενώ το πυροβολικόν έβαλλε κατά των οχυρώσεων. ΑΡΜΑΤΑ ΚΑΙ ΠΥΡΟΒΟΛΙΚΟΝ ΔΑΜΑΣΚΟΣ, 7. (Ασ. Πρές). — Παρά δεκάλεπτον ή τό έξ ύποκυαίτησεν ό Ιορδανός λοχαγός ότι οί ισραηλινές δυνάμεις έβάλλουν εναντίον των θέσεων των παρά τήν γραμμήν τής ανακωχής. Αί συμπλοκαί διήρκεσαν επί μίαν ώραν και πλέον, χωρίς νά έκδοθή επίσημη ανακοίνωσις περί απωλειών. Είς ανακοίνωσιν του Ιορδανικού στρατού αναφέρεται ότι αί δυνάμεις των Ιορδανών απέκρουσαν τους εισβολείς. Ο αρχηγός των παρατηρητών των Ηνωμένων Εθνών μετέβη αμέσως εις την περιοχήν διά νά διερευνήση τά γεγονότα. Κατά τό ανακοινωθέν, τά άρματα ήνοιξαν πυρ κατά χωριών της μεθορίου, ενώ το πυροβολικόν έβαλλε κατά των οχυρώσεων. ΤΙ ΑΝΑΚΟΙΝΟΥΝ ΟΙ ΙΣΡΑΗΛΙΝΟΙ ΔΑΜΑΣΚΟΣ, 7. (Ασ. Πρές). — Παρά δεκάλεπτον ή τό έξ ύποκυαίτησεν ό Ιορδανός λοχαγός ότι οί ισραηλινές δυνάμεις έβάλλουν εναντίον των θέσεων των παρά τήν γραμμήν τής ανακωχής. Αί συμπλοκαί διήρκεσαν επί μίαν ώραν και πλέον, χωρίς νά έκδοθή επίσημη ανακοίνωσις περί απωλειών. Είς ανακοίνωσιν του Ιορδανικού στρατού αναφέρεται ότι αί δυνάμεις των Ιορδανών απέκρουσαν τους εισβολείς. Ο αρχηγός των παρατηρητών των Ηνωμένων Εθνών μετέβη αμέσως εις την περιοχήν διά νά διερευνήση τά γεγονότα. Κατά τό ανακοινωθέν, τά άρματα ήνοιξαν πυρ κατά χωριών της μεθορίου, ενώ το πυροβολικόν έβαλλε κατά των οχυρώσεων. ΤΑ ΑΛΓΕΡΙΝΑ ΣΤΡΑΤΕΥΜΑΤΑ ΔΑΜΑΣΚΟΣ, 7. (Ασ. Πρές). — Παρά δεκάλεπτον ή τό έξ ύποκυαίτησεν ό Ιορδανός λοχαγός ότι οί ισραηλινές δυνάμεις έβάλλουν εναντίον των θέσεων των παρά τήν γραμμήν τής ανακωχής. Αί συμπλοκαί διήρκεσαν επί μίαν ώραν και πλέον, χωρίς νά έκδοθή επίσημη ανακοίνωσις περί απωλειών. Είς ανακοίνωσιν του Ιορδανικού στρατού αναφέρεται ότι αί δυνάμεις των Ιορδανών απέκρουσαν τους εισβολείς. Ο αρχηγός των παρατηρητών των Ηνωμένων Εθνών μετέβη αμέσως εις την περιοχήν διά νά διερευνήση τά γεγονότα. Κατά τό ανακοινωθέν, τά άρματα ήνοιξαν πυρ κατά χωριών της μεθορίου, ενώ το πυροβολικόν έβαλλε κατά των οχυρώσεων. <box>38 274 454 591</box>
section-heading: Ο ΛΕΥΚΟΣ ΟΙΚΟΣ <box>885 580 1077 602</box>
american-statement-headline: Ο ΑΜΕΡΙΚΗ ΕΚΦΡΑΣΕΙ ΙΚΑΝΟΠΟΙΗΣΙΝ <box>467 971 673 985</box>
klopai-headline: ΚΛΟΠΑΙ <box>548 1739 592 1753</box>
section-heading: ΤΑ ΑΛΓΕΡΙΝΑ ΣΤΡΑΤΕΥΜΑΤΑ <box>251 406 454 427</box>
section-heading: ΑΓΓΛΙΚΟΝ ΣΧΕΔΙΟΝ <box>684 998 876 1020</box>
column-left <box>38 28 454 2197</box>
india-headline: ΔΡΑΣΤΙΚΑ ΜΕΤΡΑ ΕΛΕΓΧΟΥ ΤΩΝ ΓΕΝΝΗΣΕΩΝ ΣΥΝΙΣΤΑ ΕΙΔΙΚΟΣ ΕΙΣ ΤΑΣ ΑΡΧΑΣ ΤΗΣ ΙΝΔΙΑΣ <box>698 1791 1265 1827</box>
section-heading: ΑΠΟΛΥΣΙΣ ΡΑΣΣΕΑ <box>1086 1131 1279 1152</box>
column-rule <box>1284 28 1285 2297</box>
yemen-body: ΑΝΤΕΝ, 7. (Ασ. Πρές). — Ισχυραί δυνάμεις της Νοτίου Αραβίας διέβησαν την μεθόριον της Υεμένης και επετέθησαν εναντίον των ανταρτών. Κατά τας πληροφορίας, αι μάχαι είναι σφοδραί και αι απώλειαι σημαντικαί. ΑΝΤΕΝ, 7. (Ασ. Πρές). — Ισχυραί δυνάμεις της Νοτίου Αραβίας διέβησαν την μεθόριον της Υεμένης και επετέθησαν εναντίον των ανταρτών. Κατά τας πληροφορίας, αι μάχαι είναι σφοδραί και αι απώλειαι σημαντικαί. ΑΝΤΕΝ, 7. (Ασ. Πρές). — Ισχυραί δυνάμεις της Νοτίου Αραβίας διέβησαν την μεθόριον της Υεμένης και επετέθησαν εναντίον των ανταρτών. Κατά τας πληροφορίας, αι μάχαι είναι σφοδραί και αι απώλειαι σημαντικαί. ΝΕΑ ΥΟΡΚΗ, 7. (Ασ. Πρές). — Η γενική συνέλευσις των Ηνωμένων Εθνών συγκαλείται εκ νέου διά να επιληφθή της εξετάσεως του προβλήματος της Μέσης Ανατολής. Κατά πληροφορίας εκ διπλωματικών κύκλων, αι αραβικαί χώραι ζητούν την αποχώρησιν των ισραηλινών δυνάμεων από τα κατεχόμενα εδάφη. Νέα συνδιάσκεψις των Αράβων ηγετών επρογραμματίσθη διά τον Νοέμβριον εις Χαρτούμ, όπου θα εξετασθούν τα μέτρα τα οποία θα ληφθούν εις περίπτωσιν αποτυχίας των διαπραγματεύσεων. ΑΝΤΕΝ, 7. (Ασ. Πρές). — Ισχυραί δυνάμεις της Νοτίου Αραβίας διέβησαν την μεθόριον της Υεμένης και επετέθησαν εναντίον των ανταρτών. Κατά τας πληροφορίας, αι μάχαι είναι σφοδραί και αι απώλειαι σημαντικαί. <box>1289 1247 1548 1513</box>
column-main <box>684 25 1279 2064</box>
eec-headline: Η ΕΚΤΕΛΕΣΤΙΚΗ ΕΠΙΤΡΟΠΗ ΤΗΣ ΚΟΙΝΗΣ ΑΓΟΡΑΣ ΗΡΧΙΣΕΝ ΕΞΕΤΑΖΟΥΣΑ ΤΑΣ ΑΙΤΗΣΕΙΣ ΤΗΣ ΑΓΓΛΙΑΣ ΚΑΙ ΤΩΝ ΣΚΑΝΔΙΝΑΒΙΚΩΝ ΧΩΡΩΝ <box>44 613 448 664</box>
continued-label: ΣΥΝΕΧΕΙΑ ΕΚ ΤΗΣ 1ΗΣ ΣΕΛ. <box>1289 2087 1414 2109</box>
canton-headline: Οί έρυθροφρουροί έθεσαν ύπό τόν έλεγχόν των τήν πόλιν τής Καντώνος <box>1300 28 1537 136</box>
section-heading: ΕΚΚΑΘΑΡΙΣΙΣ <box>885 396 952 407</box>
newyork-riots-body: ΝΤΗΤΡΟΪΤ, 7. (Ρώυτερ). — Χιλιάδες εργατών της εταιρείας Φόρντ εκήρυξαν απεργίαν μακράς διαρκείας, μετά την αποτυχίαν των διαπραγματεύσεων διά την νέαν συλλογικήν σύμβασιν εργασίας. Η απεργία αφορά εργοστάσια εις πλείστας πολιτείας. <box>466 810 674 872</box>
india-body: ΝΕΟΝ ΔΕΛΧΙ, 7. (Ρώυτερ). — Ειδικός εις θέματα πληθυσμού συνιστά εις τας αρχάς της Ινδίας δραστικά μέτρα ελέγχου των γεννήσεων, διά να αντιμετωπισθή ο ταχύς ρυθμός αυξήσεως του πληθυσμού της χώρας. ΝΕΟΝ ΔΕΛΧΙ, 7. (Ρώυτερ). — Ειδικός εις θέματα πληθυσμού συνιστά εις τας αρχάς της Ινδίας δραστικά μέτρα ελέγχου των γεννήσεων, διά να αντιμετωπισθή ο ταχύς ρυθμός αυξήσεως του πληθυσμού της χώρας. ΝΕΟΝ ΔΕΛΧΙ, 7. (Ρώυτερ). — Ειδικός εις θέματα πληθυσμού συνιστά εις τας αρχάς της Ινδίας δραστικά μέτρα ελέγχου των γεννήσεων, διά να αντιμετωπισθή ο ταχύς ρυθμός αυξήσεως του πληθυσμού της χώρας. <box>684 1838 1279 1891</box>
ford-body: ΝΤΗΤΡΟΪΤ, 7. (Ρώυτερ). — Χιλιάδες εργατών της εταιρείας Φόρντ εκήρυξαν απεργίαν μακράς διαρκείας, μετά την αποτυχίαν των διαπραγματεύσεων διά την νέαν συλλογικήν σύμβασιν εργασίας. Η απεργία αφορά εργοστάσια εις πλείστας πολιτείας. ΝΤΗΤΡΟΪΤ, 7. (Ρώυτερ). — Χιλιάδες εργατών της εταιρείας Φόρντ εκήρυξαν απεργίαν μακράς διαρκείας, μετά την αποτυχίαν των διαπραγματεύσεων διά την νέαν συλλογικήν σύμβασιν εργασίας. Η απεργία αφορά εργοστάσια εις πλείστας πολιτείας. <box>684 1994 1279 2036</box>
thessaloniki-headline: ΔΙΕΡΧΟΝΤΑΙ ΣΗΜΕΡΟΝ ΕΚ ΘΕΣΣΑΛΟΝΙΚΗΣ Ο ΠΡΩΘΥΠΟΥΡΓΟΣ ΚΑΙ Ο Κ. ΠΑΠΑΔΟΠΟΥΛΟΣ <box>485 31 655 88</box>
american-statement-body: ΝΕΑ ΥΟΡΚΗ, 7. (Ασ. Πρές). — Η γενική συνέλευσις των Ηνωμένων Εθνών συγκαλείται εκ νέου διά να επιληφθή της εξετάσεως του προβλήματος της Μέσης Ανατολής. Κατά πληροφορίας εκ διπλωματικών κύκλων, αι αραβικαί χώραι ζητούν την αποχώρησιν των ισραηλινών δυνάμεων από τα κατεχόμενα εδάφη. Νέα συνδιάσκεψις των Αράβων ηγετών επρογραμματίσθη διά τον Νοέμβριον εις Χαρτούμ, όπου θα εξετασθούν τα μέτρα τα οποία θα ληφθούν εις περίπτωσιν αποτυχίας των διαπραγματεύσεων. <box>466 988 674 1111</box>
section-heading: Η ΟΙΚΟΝΟΜΙΚΗ ΑΠΟΦΡΑΞΙΣ <box>1086 427 1279 448</box>
ithagenes-headline: ΓΡΑΦΕΙΟΝ ΙΘΑΓΕΝΩΝ ΙΔΡΥΕΤΑΙ ΕΙΣ ΑΥΣΤΡΑΛΙΑΝ <box>474 1441 666 1466</box>
ithagenes-body: ΑΜΣΤΕΡΝΤΑΜ, 7. (Αθην. Πρακτ.). — Ολλανδική εφημερίς εξαίρει την οικονομικήν σταθερότητα εις την Ελλάδα και τας προόδους που σημειώνονται εις τους τομείς του τουρισμού και της βιομηχανίας. ΝΕΟΝ ΔΕΛΧΙ, 7. (Ρώυτερ). — Ειδικός εις θέματα πληθυσμού συνιστά εις τας αρχάς της Ινδίας δραστικά μέτρα ελέγχου των γεννήσεων, διά να αντιμετωπισθή ο ταχύς ρυθμός αυξήσεως του πληθυσμού της χώρας. <box>466 1469 674 1562</box>
section-heading: ΝΕΑ ΔΙΑΣΚΕΨΙΣ <box>796 1131 876 1142</box>
loan-body: ΑΘΗΝΑΙ, 7. — Ο πρωθυπουργός και ο υπουργός της Προεδρίας της κυβερνήσεως διέρχονται σήμερον εκ Θεσσαλονίκης καθ' οδόν προς τον Εβρον, όπου θα επισκεφθούν τας μονάδας και θα παρακολουθήσουν ασκήσεις. Θα συναντηθούν μετά των τοπικών αρχών και του γενικού διοικητού Βορείου Ελλάδος, εν συνεχεία δε θα μεταβούν εις την Αλεξανδρούπολιν. <box>466 1198 674 1280</box>
newyork-riots-headline: ΝΕΑΙ ΤΑΡΑΧΑΙ ΤΩΝ ΝΕΓΡΩΝ ΕΙΣ ΝΕΑΝ ΥΟΡΚΗΝ <box>475 779 665 807</box>
kollias-body: ΚΕΣΑΝ, Τουρκία, 7. (Ρώυτερ). — Αι συνομιλίαι του πρωθυπουργού κ. Κόλλια και του Τούρκου πρωθυπουργού κ. Ντεμιρέλ αρχίζουν αύριον το μεσημέρι εις την πόλιν Κεσάν. Κατά τας πληροφορίας, θα εξετασθούν το Κυπριακόν ζήτημα και αι ελληνοτουρκικαί σχέσεις. Αι προετοιμασίαι εις αμφοτέρας τας πόλεις έχουν ολοκληρωθή και αι αρχαί έλαβον δρακόντεια μέτρα ασφαλείας. Η ελληνική αντιπροσωπεία θα αναχωρήση εκ της Αλεξανδρουπόλεως την πρωίαν. ΑΙ ΠΡΟΕΤΟΙΜΑΣΙΑΙ ΚΕΣΑΝ, Τουρκία, 7. (Ρώυτερ). — Αι συνομιλίαι του πρωθυπουργού κ. Κόλλια και του Τούρκου πρωθυπουργού κ. Ντεμιρέλ αρχίζουν αύριον το μεσημέρι εις την πόλιν Κεσάν. Κατά τας πληροφορίας, θα εξετασθούν το Κυπριακόν ζήτημα και αι ελληνοτουρκικαί σχέσεις. Αι προετοιμασίαι εις αμφοτέρας τας πόλεις έχουν ολοκληρωθή και αι αρχαί έλαβον δρακόντεια μέτρα ασφαλείας. Η ελληνική αντιπροσωπεία θα αναχωρήση εκ της Αλεξανδρουπόλεως την πρωίαν. ΚΕΣΑΝ, Τουρκία, 7. (Ρώυτερ). — Αι συνομιλίαι του πρωθυπουργού κ. Κόλλια και του Τούρκου πρωθυπουργού κ. Ντεμιρέλ αρχίζουν αύριον το μεσημέρι εις την πόλιν Κεσάν. Κατά τας πληροφορίας, θα εξετασθούν το Κυπριακόν ζήτημα και αι ελληνοτουρκικαί σχέσεις. Αι προετοιμασίαι εις αμφοτέρας τας πόλεις έχουν ολοκληρωθή και αι αρχαί έλαβον δρακόντεια μέτρα ασφαλείας. Η ελληνική αντιπροσωπεία θα αναχωρήση εκ της Αλεξανδρουπόλεως την πρωίαν. <box>684 1590 1279 1713</box>
yemen-headline: ΙΣΧΥΡΑΙ ΔΥΝΑΜΕΙΣ ΤΗΣ ΝΟΤΙΟΥ ΑΡΑΒΙΑΣ ΔΙΕΒΗΣΑΝ ΤΗΝ ΜΕΘΟΡΙΟΝ ΤΗΣ ΥΕΜΕΝΗΣ ΚΑΙ ΕΠΕΤΕΘΗΣΑΝ ΕΝΑΝΤΙΟΝ ΤΩΝ ΑΝΤΑΡΤΩΝ <box>1302 1177 1535 1235</box>
un-headline: ΣΥΓΚΑΛΕΙΤΑΙ Η ΣΥΝΕΛΕΥΣΙΣ ΤΩΝ ΗΝ. ΕΘΝΩΝ ΔΙΑ ΝΑ ΕΠΙΛΗΦΘΗ ΕΚ ΝΕΟΥ ΤΗΣ ΕΞΕΤΑΣΕΩΣ ΤΟΥ ΠΡΟΒΛΗΜΑΤΟΣ ΤΗΣ ΜΕΣΗΣ ΑΝΑΤΟΛΗΣ <box>693 740 1270 813</box>
vietnam-elections-body: ΣΑΪΓΚΟΝ, 7. (Ασσ. Πρές). — Αί συγκρούσεις των Αμερικανών πεζοναυτών και των βορειοβιετναμικών δυνάμεων εις την αποστρατιωτικοποιημένην ζώνην συνεχίζονται μετά πρωτοφανούς σφοδρότητος. Κατά τάς ανακοινώσεις του αμερικανικού στρατηγείου αί απώλειαι του εχθρού είναι βαρύταται, ενώ σημαντικαί είναι και αί απώλειαι των πεζοναυτών. Αμερικανικά αεροσκάφη εβομβάρδισαν θέσεις πυροβολικού βορείως της ζώνης. Εν τω μεταξύ εις Ουάσιγκτων ανακοινώθησαν νέαι προτάσεις διά την επίτευξιν ειρήνης εις το Βιετνάμ, αί οποίαι προβλέπουν την διακοπήν των βομβαρδισμών υπό ωρισμένους όρους και την έναρξιν διαπραγματεύσεων. Ο πρόεδρος Τζόνσον εδήλωσεν ότι αί Ηνωμέναι Πολιτείαι είναι έτοιμοι να συζητήσουν οποτεδήποτε. ΣΑΪΓΚΟΝ, 7. (Ασσ. Πρές). — Αί συγκρούσεις των Αμερικανών πεζοναυτών και των βορειοβιετναμικών δυνάμεων εις την αποστρατιωτικοποιημένην ζώνην συνεχίζονται μετά πρωτοφανούς σφοδρότητος. Κατά τάς ανακοινώσεις του αμερικανικού στρατηγείου αί απώλειαι του εχθρού είναι βαρύταται, ενώ σημαντικαί είναι και αί απώλειαι των πεζοναυτών. Αμερικανικά αεροσκάφη εβομβάρδισαν θέσεις πυροβολικού βορείως της ζώνης. Εν τω μεταξύ εις Ουάσιγκτων ανακοινώθησαν νέαι προτάσεις διά την επίτευξιν ειρήνης εις το Βιετνάμ, αί οποίαι προβλέπουν την διακοπήν των βομβαρδισμών υπό ωρισμένους όρους και την έναρξιν διαπραγματεύσεων. Ο πρόεδρος Τζόνσον εδήλωσεν ότι αί Ηνωμέναι Πολιτείαι είναι έτοιμοι να συζητήσουν οποτεδήποτε. ΣΑΪΓΚΟΝ, 7. (Ασσ. Πρές). — Αί συγκρούσεις των Αμερικανών πεζοναυτών και των βορειοβιετναμικών δυνάμεων εις την αποστρατιωτικοποιημένην ζώνην συνεχίζονται μετά πρωτοφανούς σφοδρότητος. Κατά τάς ανακοινώσεις του αμερικανικού στρατηγείου αί απώλειαι του εχθρού είναι βαρύταται, ενώ σημαντικαί είναι και αί απώλειαι των πεζοναυτών. Αμερικανικά αεροσκάφη εβομβάρδισαν θέσεις πυροβολικού βορείως της ζώνης. Εν τω μεταξύ εις Ουάσιγκτων ανακοινώθησαν νέαι προτάσεις διά την επίτευξιν ειρήνης εις το Βιετνάμ, αί οποίαι προβλέπουν την διακοπήν των βομβαρδισμών υπό ωρισμένους όρους και την έναρξιν διαπραγματεύσεων. Ο πρόεδρος Τζόνσον εδήλωσεν ότι αί Ηνωμέναι Πολιτείαι είναι έτοιμοι να συζητήσουν οποτεδήποτε. <box>1289 570 1548 1020</box>
vietnam-barrier-body: ΣΥΝΕΧΕΙΑ ΣΑΪΓΚΟΝ, 7. (Ασσ. Πρές). — Αί συγκρούσεις των Αμερικανών πεζοναυτών και των βορειοβιετναμικών δυνάμεων εις την αποστρατιωτικοποιημένην ζώνην συνεχίζονται μετά πρωτοφανούς σφοδρότητος. Κατά τάς ανακοινώσεις του αμερικανικού στρατηγείου αί απώλειαι του εχθρού είναι βαρύταται, ενώ σημαντικαί είναι και αί απώλειαι των πεζοναυτών. Αμερικανικά αεροσκάφη εβομβάρδισαν θέσεις πυροβολικού βορείως της ζώνης. Εν τω μεταξύ εις Ουάσιγκτων ανακοινώθησαν νέαι προτάσεις διά την επίτευξιν ειρήνης εις το Βιετνάμ, αί οποίαι προβλέπουν την διακοπήν των βομβαρδισμών υπό ωρισμένους όρους και την έναρξιν διαπραγματεύσεων. Ο πρόεδρος Τζόνσον εδήλωσεν ότι αί Ηνωμέναι Πολιτείαι είναι έτοιμοι να συζητήσουν οποτεδήποτε. ΣΑΪΓΚΟΝ, 7. (Ασσ. Πρές). — Αί συγκρούσεις των Αμερικανών πεζοναυτών και των βορειοβιετναμικών δυνάμεων εις την αποστρατιωτικοποιημένην ζώνην συνεχίζονται μετά πρωτοφανούς σφοδρότητος. Κατά τάς ανακοινώσεις του αμερικανικού στρατηγείου αί απώλειαι του εχθρού είναι βαρύταται, ενώ σημαντικαί είναι και αί απώλειαι των πεζοναυτών. Αμερικανικά αεροσκάφη εβομβάρδισαν θέσεις πυροβολικού βορείως της ζώνης. Εν τω μεταξύ εις Ουάσιγκτων ανακοινώθησαν νέαι προτάσεις διά την επίτευξιν ειρήνης εις το Βιετνάμ, αί οποίαι προβλέπουν την διακοπήν των βομβαρδισμών υπό ωρισμένους όρους και την έναρξιν διαπραγματεύσεων. Ο πρόεδρος Τζόνσον εδήλωσεν ότι αί Ηνωμέναι Πολιτείαι είναι έτοιμοι να συζητήσουν οποτεδήποτε. <box>38 1959 454 2144</box>
section-heading: ΒΟΡΕΙΟΚΟΡΕΑΤΑΙ ΠΙΛΑΤΟΙ <box>1086 233 1220 244</box>
dutch-headline: ΕΞΑΙΡΕΤΑΙ ΥΠΟ ΟΛΛΑΝΔΙΚΗΣ ΕΦΗΜΕΡΙΔΟΣ Η ΟΙΚΟΝΟΜΙΚΗ ΣΤΑΘΕΡΟΤΗΣ ΕΙΣ ΤΗΝ ΕΛΛΑΔΑ <box>1318 1715 1519 1759</box>
dominican-headline: ΜΕΤΡΑ ΛΑΜΒΑΝΟΝΤΑΙ ΕΙΣ ΑΓ. ΔΟΜΙΝΙΚΟΝ ΚΑΤΑ ΕΝΔΕΧΟΜΕΝΟΥ ΠΡΑΞΙΚΟΠΗΜΑΤΟΣ <box>468 258 672 298</box>
column-rule <box>679 28 680 2297</box>
section-heading: ΑΝΑΒΟΛΗ ΜΑΘΗΜΑΤΩΝ <box>885 998 1077 1020</box>
montreal-headline: ΘΕΡΜΑΙ ΕΚΔΗΛΩΣΕΙΣ ΥΠΕΡ ΤΩΝ ΒΑΣΙΛΕΩΝ ΕΙΣ ΤΟ ΜΟΝΤΡΕΑΛ ΟΜΟΓΕΝΩΝ ΜΑΣ <box>58 1526 433 1562</box>
loan-headline: ΠΡΟΣΦΟΡΑ ΧΡΗΜΑΤΩΝ ΠΡΟΣ ΤΟΝ Κ. ΚΟΛΛΙΑΝ ΥΠΕΡ ΤΩΝ ΣΕΙΣΜΟΠΑΘΩΝ <box>468 1169 672 1195</box>
